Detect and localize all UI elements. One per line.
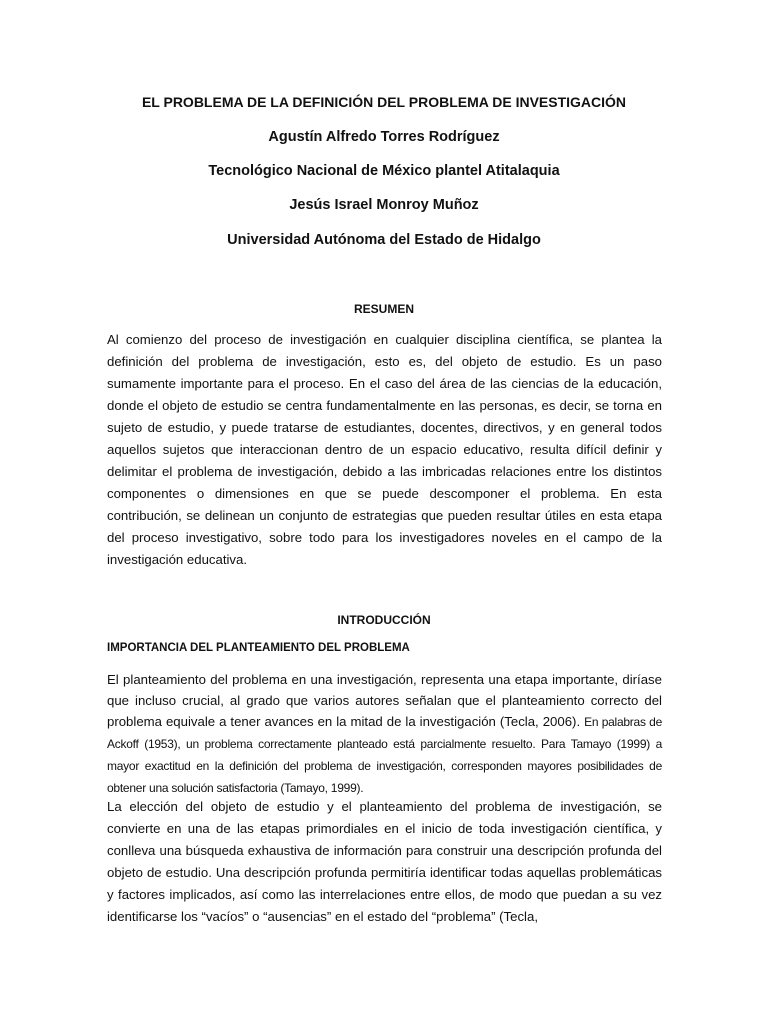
institution-1: Tecnológico Nacional de México plantel Atitalaquia xyxy=(208,163,560,179)
author-name-1: Agustín Alfredo Torres Rodríguez xyxy=(268,129,500,145)
intro-paragraph-1 xyxy=(107,669,662,799)
institution-2: Universidad Autónoma del Estado de Hidalgo xyxy=(227,232,541,248)
intro-paragraph-2: La elección del objeto de estudio y el planteamiento del problema de investigación, se convierte en una de las etapas primordiales en el inicio de toda investigación científica, y conlleva una búsqueda exhaustiva de información para construir una descripción profunda del objeto de estudio. Una descripción profunda permitiría identificar todas aquellas problemáticas y factores implicados, así como las interrelaciones entre ellos, de modo que puedan a su vez identificarse los “vacíos” o “ausencias” en el estado del “problema” (Tecla, xyxy=(107,799,662,924)
resumen-paragraph: Al comienzo del proceso de investigación en cualquier disciplina científica, se plantea la definición del problema de investigación, esto es, del objeto de estudio. Es un paso sumamente importante para el proceso. En el caso del área de las ciencias de la educación, donde el objeto de estudio se centra fundamentalmente en las personas, es decir, se torna en sujeto de estudio, y puede tratarse de estudiantes, docentes, directivos, y en general todos aquellos sujetos que interaccionan dentro de un espacio educativo, resulta difícil definir y delimitar el problema de investigación, debido a las imbricadas relaciones entre los distintos componentes o dimensiones en que se puede descomponer el problema. En esta contribución, se delinean un conjunto de estrategias que pueden resultar útiles en esta etapa del proceso investigativo, sobre todo para los investigadores noveles en el campo de la investigación educativa. xyxy=(107,332,662,567)
author-name-2: Jesús Israel Monroy Muñoz xyxy=(289,197,479,213)
resumen-heading: RESUMEN xyxy=(353,302,414,316)
paper-title: EL PROBLEMA DE LA DEFINICIÓN DEL PROBLEMA DE INVESTIGACIÓN xyxy=(141,94,627,110)
introduccion-heading: INTRODUCCIÓN xyxy=(337,613,431,627)
subsection-heading: IMPORTANCIA DEL PLANTEAMIENTO DEL PROBLEMA xyxy=(107,642,410,654)
intro-paragraph-1-main: El planteamiento del problema en una investigación, representa una etapa importante, diríase que incluso crucial, al grado que varios autores señalan que el planteamiento correcto del problema equivale a tener avances en la mitad de la investigación (Tecla, 2006). xyxy=(107,672,662,729)
intro-paragraph-1-compressed: En palabras de Ackoff (1953), un problema correctamente planteado está parcialmente resuelto. Para Tamayo (1999) a mayor exactitud en la definición del problema de investigación, corresponden mayores posibilidades de obtener una solución satisfactoria (Tamayo, 1999). xyxy=(107,715,662,795)
